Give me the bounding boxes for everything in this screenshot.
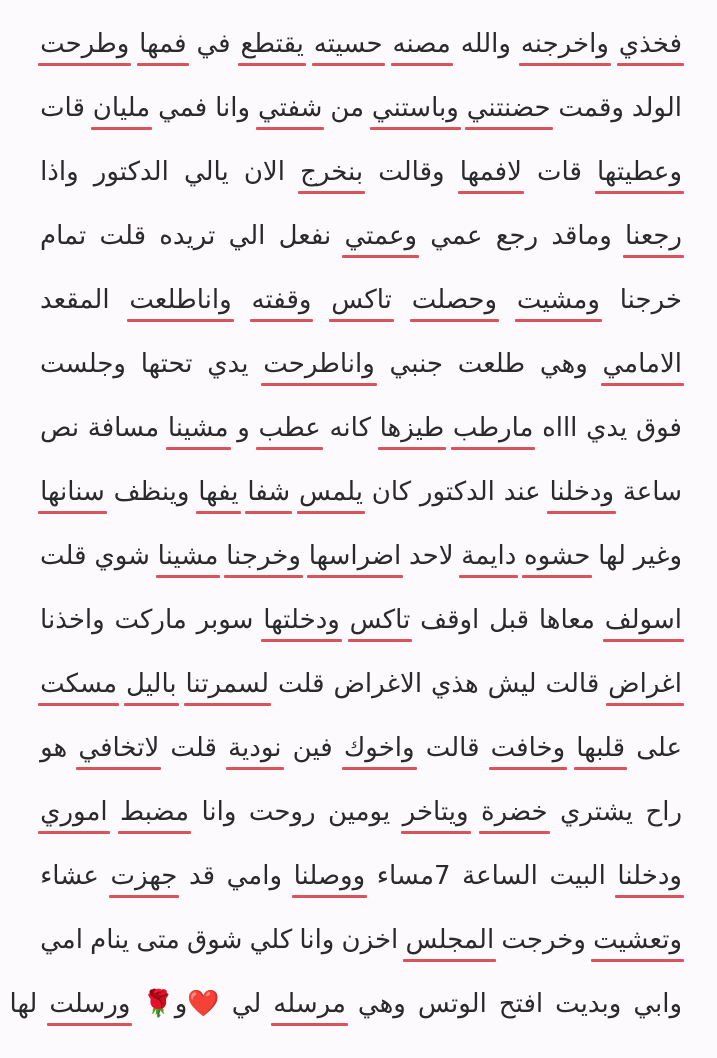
text-line	[40, 832, 682, 896]
text-line	[40, 64, 682, 128]
word: وانا	[299, 925, 335, 955]
spellcheck-underlined-word[interactable]: يفها	[198, 477, 239, 507]
spellcheck-underlined-word[interactable]: لافمها	[459, 157, 522, 187]
word: قات	[40, 93, 85, 123]
word: لي	[231, 989, 262, 1019]
word: قد	[188, 861, 216, 891]
spellcheck-underlined-word[interactable]: دايمة	[461, 541, 517, 571]
spellcheck-underlined-word[interactable]: تاكس	[331, 285, 392, 315]
spellcheck-underlined-word[interactable]: ومشيت	[516, 285, 600, 315]
spellcheck-underlined-word[interactable]: جهزت	[110, 861, 178, 891]
spellcheck-underlined-word[interactable]: وتعشيت	[593, 925, 682, 955]
spellcheck-underlined-word[interactable]: وحصلت	[411, 285, 498, 315]
spellcheck-underlined-word[interactable]: لاتخافي	[78, 733, 160, 763]
word: متى	[136, 925, 180, 955]
word: قلت	[40, 541, 87, 571]
spellcheck-underlined-word[interactable]: حضنتني	[466, 93, 551, 123]
word: يدي	[207, 349, 249, 379]
spellcheck-underlined-word[interactable]: باليل	[126, 669, 177, 699]
text-line	[40, 256, 682, 320]
word: سوبر	[196, 605, 254, 635]
word: لها	[9, 989, 38, 1019]
text-line	[40, 192, 682, 256]
word: وبديت	[555, 989, 622, 1019]
word: والله	[460, 29, 511, 59]
word: وابي	[633, 989, 682, 1019]
word: من	[330, 93, 365, 123]
word: هذي	[431, 669, 479, 699]
spellcheck-underlined-word[interactable]: وخرجنا	[226, 541, 301, 571]
spellcheck-underlined-word[interactable]: خضرة	[481, 797, 548, 827]
word: اااه	[542, 413, 578, 443]
spellcheck-underlined-word[interactable]: وعمتي	[344, 221, 418, 251]
text-line	[40, 128, 682, 192]
word: ينام	[90, 925, 130, 955]
word: تحتها	[140, 349, 193, 379]
spellcheck-underlined-word[interactable]: ويتاخر	[402, 797, 469, 827]
word: كلي	[249, 925, 293, 955]
word: وهي	[357, 989, 406, 1019]
text-line	[40, 512, 682, 576]
word: طلعت	[457, 349, 526, 379]
word: مسافة	[87, 413, 160, 443]
spellcheck-underlined-word[interactable]: عطب	[258, 413, 321, 443]
word: في	[196, 29, 231, 59]
word: على	[636, 733, 682, 763]
spellcheck-underlined-word[interactable]: اسولف	[604, 605, 682, 635]
word: قات	[537, 157, 582, 187]
word: وقمت	[558, 93, 624, 123]
spellcheck-underlined-word[interactable]: فخذي	[618, 29, 682, 59]
word: فمي	[158, 93, 208, 123]
spellcheck-underlined-word[interactable]: الامامي	[602, 349, 682, 379]
word: قلت	[99, 221, 147, 251]
text-line	[40, 0, 682, 64]
word: وغير	[633, 541, 682, 571]
word: هو	[40, 733, 68, 763]
word: وماقد	[551, 221, 612, 251]
word: اخزن	[341, 925, 399, 955]
text-line	[9, 960, 682, 1024]
spellcheck-underlined-word[interactable]: واناطلعت	[129, 285, 232, 315]
spellcheck-underlined-word[interactable]: شفا	[247, 477, 291, 507]
text-line	[40, 384, 682, 448]
word: وخرجت	[501, 925, 586, 955]
word: البيت	[549, 861, 606, 891]
word: تريده	[159, 221, 216, 251]
word: فين	[292, 733, 333, 763]
word: يدي	[586, 413, 628, 443]
word: وجلست	[40, 349, 126, 379]
text-line	[40, 768, 682, 832]
word: وينظف	[113, 477, 190, 507]
spellcheck-underlined-word[interactable]: مسكت	[40, 669, 118, 699]
document-text	[9, 0, 682, 1024]
text-line	[40, 448, 682, 512]
word: يالي	[183, 157, 229, 187]
word: قالت	[545, 669, 600, 699]
word: يشتري	[560, 797, 634, 827]
word: قالت	[425, 733, 480, 763]
word: راح	[645, 797, 682, 827]
spellcheck-underlined-word[interactable]: فمها	[139, 29, 187, 59]
spellcheck-underlined-word[interactable]: اضراسها	[308, 541, 402, 571]
word: قبل	[489, 605, 530, 635]
spellcheck-underlined-word[interactable]: اموري	[40, 797, 108, 827]
spellcheck-underlined-word[interactable]: حشوه	[524, 541, 591, 571]
word: الاغراض	[333, 669, 423, 699]
spellcheck-underlined-word[interactable]: وطرحت	[40, 29, 130, 59]
spellcheck-underlined-word[interactable]: يلمس	[298, 477, 363, 507]
spellcheck-underlined-word[interactable]: رجعنا	[625, 221, 682, 251]
text-line	[40, 704, 682, 768]
spellcheck-underlined-word[interactable]: سنانها	[40, 477, 105, 507]
word: وهي	[539, 349, 588, 379]
word: عند	[503, 477, 541, 507]
word: عمي	[430, 221, 483, 251]
word: الدكتور	[93, 157, 169, 187]
text-line	[40, 320, 682, 384]
word: الي	[228, 221, 266, 251]
word: و	[237, 413, 250, 443]
word: نص	[40, 413, 80, 443]
word: شوي	[94, 541, 150, 571]
spellcheck-underlined-word[interactable]: ورسلت	[49, 989, 131, 1019]
spellcheck-underlined-word[interactable]: تاكس	[349, 605, 411, 635]
word: لها	[598, 541, 626, 571]
spellcheck-underlined-word[interactable]: مرسله	[273, 989, 346, 1019]
word: افتح	[498, 989, 544, 1019]
spellcheck-underlined-word[interactable]: مارطب	[452, 413, 534, 443]
word: تمام	[40, 221, 87, 251]
word: وانا	[201, 797, 237, 827]
word: لاحد	[408, 541, 454, 571]
spellcheck-underlined-word[interactable]: نودية	[228, 733, 282, 763]
spellcheck-underlined-word[interactable]: واناطرحت	[263, 349, 375, 379]
word: الساعة	[462, 861, 538, 891]
word: ❤️و🌹	[142, 989, 220, 1019]
word: روحت	[248, 797, 316, 827]
text-line	[40, 896, 682, 960]
word: رجع	[495, 221, 539, 251]
spellcheck-underlined-word[interactable]: ووصلنا	[293, 861, 366, 891]
spellcheck-underlined-word[interactable]: ودخلنا	[549, 477, 615, 507]
spellcheck-underlined-word[interactable]: يقتطع	[240, 29, 304, 59]
spellcheck-underlined-word[interactable]: ودخلتها	[263, 605, 340, 635]
word: ماركت	[114, 605, 187, 635]
spellcheck-underlined-word[interactable]: وقفته	[251, 285, 312, 315]
word: اوقف	[420, 605, 480, 635]
spellcheck-underlined-word[interactable]: اغراض	[608, 669, 682, 699]
word: كان	[371, 477, 412, 507]
word: 7مساء	[376, 861, 451, 891]
spellcheck-underlined-word[interactable]: واخرجنه	[520, 29, 609, 59]
word: جنبي	[389, 349, 443, 379]
word: المقعد	[40, 285, 110, 315]
word: وقالت	[378, 157, 445, 187]
word: فوق	[635, 413, 682, 443]
spellcheck-underlined-word[interactable]: وباستني	[371, 93, 459, 123]
spellcheck-underlined-word[interactable]: شفتي	[257, 93, 323, 123]
spellcheck-underlined-word[interactable]: ودخلنا	[617, 861, 682, 891]
spellcheck-underlined-word[interactable]: لسمرتنا	[185, 669, 270, 699]
word: واذا	[40, 157, 79, 187]
word: الولد	[631, 93, 682, 123]
text-line	[40, 576, 682, 640]
text-line	[40, 640, 682, 704]
spellcheck-underlined-word[interactable]: حسيته	[313, 29, 383, 59]
word: ليش	[487, 669, 537, 699]
spellcheck-underlined-word[interactable]: بنخرج	[300, 157, 364, 187]
word: الدكتور	[419, 477, 495, 507]
word: معاها	[538, 605, 595, 635]
word: ساعة	[622, 477, 682, 507]
spellcheck-underlined-word[interactable]: مشينا	[157, 541, 219, 571]
spellcheck-underlined-word[interactable]: وخافت	[490, 733, 566, 763]
spellcheck-underlined-word[interactable]: المجلس	[405, 925, 495, 955]
word: شوق	[187, 925, 243, 955]
word: امي	[40, 925, 83, 955]
spellcheck-underlined-word[interactable]: قلبها	[576, 733, 626, 763]
spellcheck-underlined-word[interactable]: مشينا	[167, 413, 229, 443]
word: وامي	[226, 861, 283, 891]
word: وانا	[215, 93, 251, 123]
word: الوتس	[417, 989, 487, 1019]
word: كانه	[329, 413, 371, 443]
spellcheck-underlined-word[interactable]: مليان	[92, 93, 151, 123]
spellcheck-underlined-word[interactable]: وعطيتها	[597, 157, 682, 187]
spellcheck-underlined-word[interactable]: مصنه	[392, 29, 451, 59]
word: قلت	[170, 733, 217, 763]
spellcheck-underlined-word[interactable]: طيزها	[379, 413, 445, 443]
word: نفعل	[278, 221, 332, 251]
word: خرجنا	[619, 285, 682, 315]
spellcheck-underlined-word[interactable]: واخوك	[343, 733, 415, 763]
word: يومين	[327, 797, 391, 827]
spellcheck-underlined-word[interactable]: مضبط	[120, 797, 190, 827]
word: الان	[243, 157, 285, 187]
word: واخذنا	[40, 605, 105, 635]
word: عشاء	[40, 861, 99, 891]
word: قلت	[277, 669, 325, 699]
